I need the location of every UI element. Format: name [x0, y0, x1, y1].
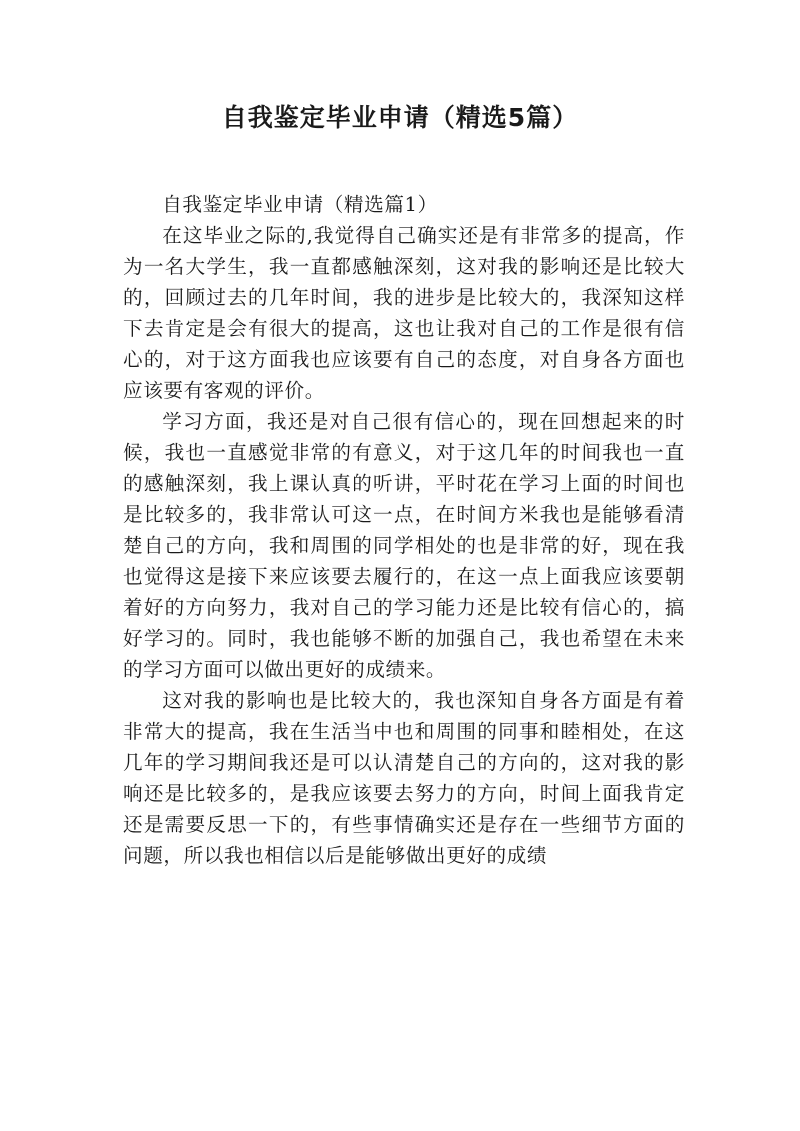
body-paragraph-2: 学习方面，我还是对自己很有信心的，现在回想起来的时候，我也一直感觉非常的有意义，对于这几年的时间我也一直的感触深刻，我上课认真的听讲，平时花在学习上面的时间也是比较多的，我非常认可这一点，在时间方米我也是能够看清楚自己的方向，我和周围的同学相处的也是非常的好，现在我也觉得这是接下来应该要去履行的，在这一点上面我应该要朝着好的方向努力，我对自己的学习能力还是比较有信心的，搞好学习的。同时，我也能够不断的加强自己，我也希望在未来的学习方面可以做出更好的成绩来。 — [123, 410, 685, 681]
body-paragraph-1: 在这毕业之际的,我觉得自己确实还是有非常多的提高，作为一名大学生，我一直都感触深刻，这对我的影响还是比较大的，回顾过去的几年时间，我的进步是比较大的，我深知这样下去肯定是会有很大的提高，这也让我对自己的工作是很有信心的，对于这方面我也应该要有自己的态度，对自身各方面也应该要有客观的评价。 — [123, 224, 685, 402]
body-paragraph-3: 这对我的影响也是比较大的，我也深知自身各方面是有着非常大的提高，我在生活当中也和周围的同事和睦相处，在这几年的学习期间我还是可以认清楚自己的方向的，这对我的影响还是比较多的，是我应该要去努力的方向，时间上面我肯定还是需要反思一下的，有些事情确实还是存在一些细节方面的问题，所以我也相信以后是能够做出更好的成绩 — [123, 689, 685, 867]
document-body — [123, 189, 685, 871]
document-title: 自我鉴定毕业申请（精选5篇） — [221, 103, 579, 132]
section-heading: 自我鉴定毕业申请（精选篇1） — [162, 193, 438, 216]
